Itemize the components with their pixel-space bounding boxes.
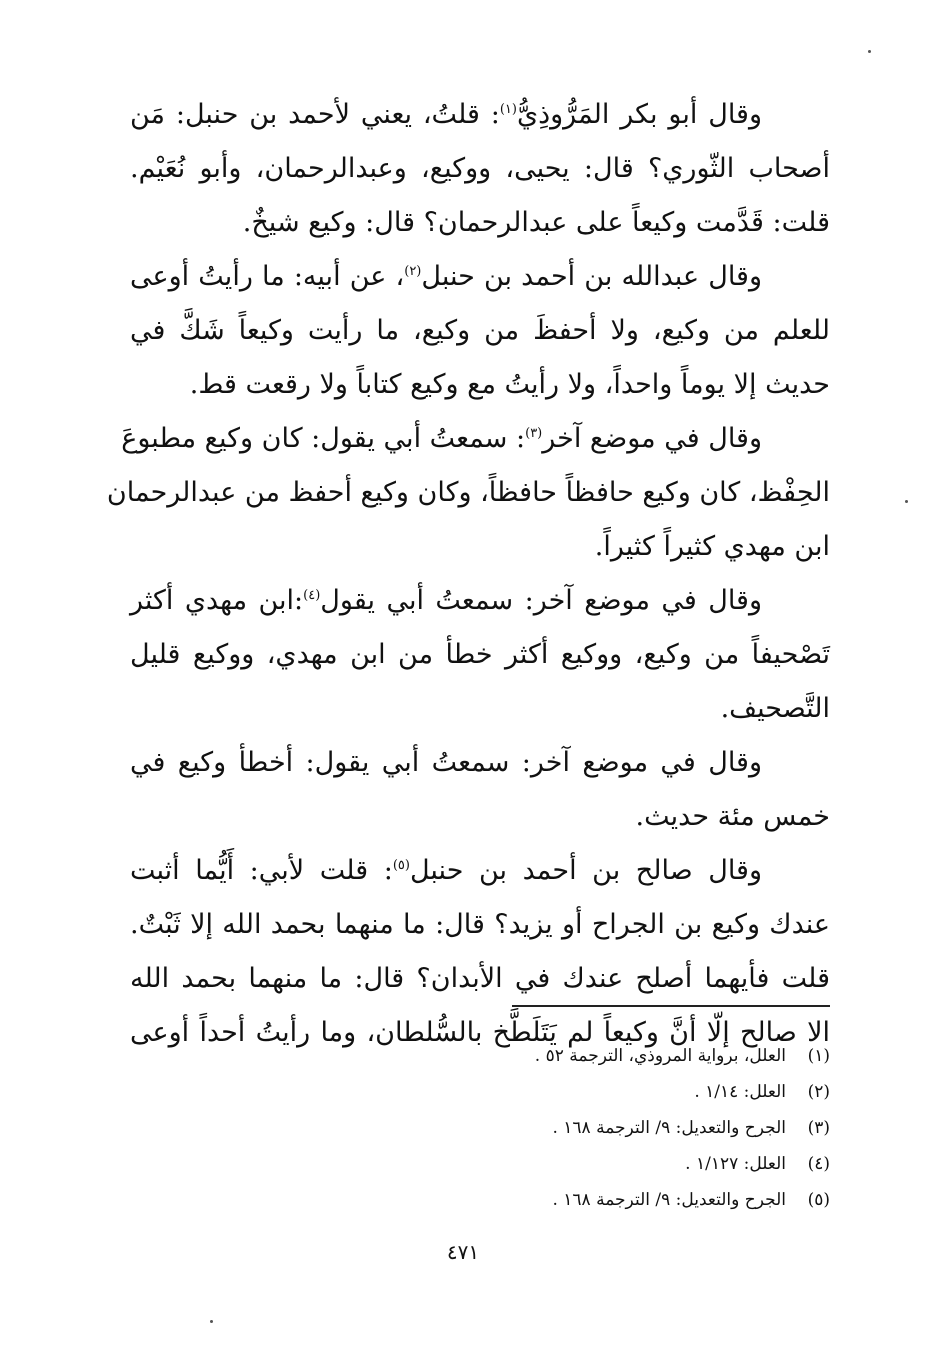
paragraph-6 [130,844,830,1060]
footnote-item [360,1110,830,1146]
text-line: للعلم من وكيع، ولا أحفظَ من وكيع، ما رأيت وكيعاً شَكَّ في [130,315,830,346]
footnote-number: (٤) [807,1154,830,1174]
paragraph-2 [130,250,830,412]
text-line: وقال عبدالله بن أحمد بن حنبل$^{(٢)}$، عن أبيه: ما رأيتُ أوعى [130,261,762,292]
footnote-number: (١) [807,1046,830,1066]
text-line: وقال في موضع آخر$^{(٣)}$: سمعتُ أبي يقول: كان وكيع مطبوعَ [121,423,762,454]
paragraph-3 [106,412,830,574]
text-line: قلت: قَدَّمت وكيعاً على عبدالرحمان؟ قال: وكيع شيخٌ. [242,207,830,238]
footnote-number: (٥) [807,1190,830,1210]
scan-speck [868,50,871,53]
footnote-text: العلل: ١/١٤ . [694,1082,786,1102]
text-line: خمس مئة حديث. [635,801,830,832]
text-line: ابن مهدي كثيراً كثيراً. [594,531,830,562]
footnote-item [360,1146,830,1182]
text-line: عندك وكيع بن الجراح أو يزيد؟ قال: ما منهما بحمد الله إلا ثَبْتٌ. [130,909,830,940]
text-line: وقال في موضع آخر: سمعتُ أبي يقول: أخطأ وكيع في [130,747,762,778]
footnote-item [360,1182,830,1218]
footnote-ref[interactable]: (٤) [303,588,321,603]
footnotes [360,1038,830,1218]
footnote-ref[interactable]: (٢) [404,264,422,279]
footnote-item [360,1074,830,1110]
page-number: ٤٧١ [446,1240,480,1264]
text-line: أصحاب الثّوري؟ قال: يحيى، ووكيع، وعبدالرحمان، وأبو نُعَيْم. [130,153,830,184]
scan-speck [210,1320,213,1323]
footnote-number: (٣) [807,1118,830,1138]
scan-speck [905,500,908,503]
text-line: حديث إلا يوماً واحداً، ولا رأيتُ مع وكيع كتاباً ولا رقعت قط. [189,369,830,400]
footnote-number: (٢) [807,1082,830,1102]
text-line: التَّصحيف. [720,693,830,724]
text-line: وقال أبو بكر المَرُّوذِيُّ$^{(١)}$: قلتُ، يعني لأحمد بن حنبل: مَن [130,99,762,130]
text-line: الا صالح إلّا أنَّ وكيعاً لم يَتَلَطَّخ بالسُّلطان، وما رأيتُ أحداً أوعى [130,1017,830,1048]
footnote-text: الجرح والتعديل: ٩/ الترجمة ١٦٨ . [552,1118,786,1138]
paragraph-1 [130,88,830,250]
footnote-text: الجرح والتعديل: ٩/ الترجمة ١٦٨ . [552,1190,786,1210]
text-line: الحِفْظ، كان وكيع حافظاً حافظاً، وكان وكيع أحفظ من عبدالرحمان [106,477,830,508]
paragraph-4 [130,574,830,736]
text-line: وقال في موضع آخر: سمعتُ أبي يقول$^{(٤)}$:ابن مهدي أكثر [130,585,762,616]
paragraph-5 [130,736,830,844]
text-line: قلت فأيهما أصلح عندك في الأبدان؟ قال: ما منهما بحمد الله [130,963,830,994]
footnote-ref[interactable]: (٣) [525,426,543,441]
footnote-text: العلل، برواية المروذي، الترجمة ٥٢ . [534,1046,786,1066]
main-text [106,88,830,1060]
footnote-separator [512,1005,830,1007]
text-line: تَصْحيفاً من وكيع، ووكيع أكثر خطأ من ابن مهدي، ووكيع قليل [130,639,830,670]
footnote-ref[interactable]: (٥) [392,858,410,873]
footnote-ref[interactable]: (١) [499,102,517,117]
footnote-item [360,1038,830,1074]
text-line: وقال صالح بن أحمد بن حنبل$^{(٥)}$: قلت لأبي: أَيُّما أثبت [130,855,762,886]
footnote-text: العلل: ١/١٢٧ . [685,1154,786,1174]
